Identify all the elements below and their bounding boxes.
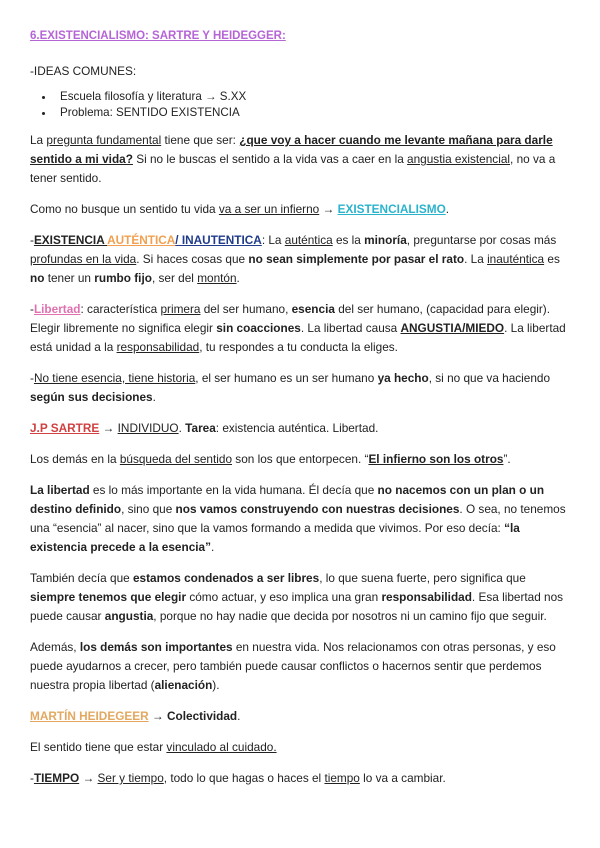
text-run: . Si haces cosas que <box>136 252 249 266</box>
ideas-list <box>30 89 570 121</box>
text-run: responsabilidad <box>381 590 472 604</box>
text-run: , ser del <box>151 271 198 285</box>
paragraph-pregunta <box>30 131 570 188</box>
text-run: . <box>237 709 241 723</box>
paragraph-tiempo <box>30 769 570 788</box>
list-item: • Problema: SENTIDO EXISTENCIA <box>54 105 570 121</box>
text-run: . La <box>464 252 488 266</box>
paragraph-condenados <box>30 569 570 626</box>
text-run: sin coacciones <box>216 321 301 335</box>
text-run: , no va a tener sentido. <box>30 152 556 185</box>
text-run: : La <box>261 233 285 247</box>
text-run: auténtica <box>284 233 333 247</box>
text-run: - <box>30 371 34 385</box>
text-run: del ser humano, (capacidad para elegir). Elegir libremente no significa elegir <box>30 302 551 335</box>
text-run: no sean simplemente por pasar el rato <box>248 252 465 266</box>
text-run: siempre tenemos que elegir <box>30 590 187 604</box>
text-run: Además, <box>30 640 80 654</box>
text-run: pregunta fundamental <box>46 133 162 147</box>
text-run: . <box>178 421 186 435</box>
text-run: → <box>319 202 338 216</box>
text-run: - <box>30 233 34 247</box>
text-run: es la <box>332 233 365 247</box>
text-run: ¿que voy a hacer cuando me levante mañana para darle sentido a mi vida? <box>30 133 553 166</box>
text-run: Si no le buscas el sentido a la vida vas a caer en la <box>132 152 408 166</box>
text-run: en nuestra vida. Nos relacionamos con otras personas, y eso puede ayudarnos a crecer, pero también puede causar conflictos o hacernos sentir que perdemos nuestra propia libertad ( <box>30 640 556 692</box>
text-run: los demás son importantes <box>79 640 233 654</box>
text-run: nos vamos construyendo con nuestras decisiones <box>175 502 460 516</box>
text-run: → <box>148 709 167 723</box>
text-run: . <box>236 271 240 285</box>
text-run: Libertad <box>33 302 81 316</box>
text-run: , todo lo que hagas o haces el <box>163 771 325 785</box>
text-run: Ser y tiempo <box>97 771 164 785</box>
text-run: : característica <box>80 302 161 316</box>
text-run: minoría <box>364 233 407 247</box>
text-run: MARTÍN HEIDEGEER <box>30 709 149 723</box>
text-run: . Esa libertad nos puede causar <box>30 590 564 623</box>
text-run: . <box>445 202 450 216</box>
text-run: cómo actuar, y eso implica una gran <box>186 590 382 604</box>
text-run: es lo más importante en la vida humana. Él decía que <box>89 483 378 497</box>
text-run: Tarea <box>185 421 216 435</box>
text-run: INDIVIDUO <box>117 421 179 435</box>
text-run: → <box>99 421 118 435</box>
text-run: son los que entorpecen. “ <box>232 452 369 466</box>
text-run: El sentido tiene que estar <box>30 740 167 754</box>
paragraph-demas <box>30 638 570 695</box>
text-run: angustia <box>104 609 154 623</box>
text-run: : existencia auténtica. Libertad. <box>215 421 379 435</box>
text-run: según sus decisiones <box>30 390 153 404</box>
text-run: No tiene esencia, tiene historia <box>33 371 196 385</box>
text-run: / INAUTENTICA <box>175 233 262 247</box>
paragraph-sartre <box>30 419 570 438</box>
text-run: “la existencia precede a la esencia” <box>30 521 520 554</box>
text-run: El infierno son los otros <box>368 452 504 466</box>
text-run: , tu respondes a tu conducta la eliges. <box>199 340 398 354</box>
text-run: La <box>30 133 47 147</box>
text-run: responsabilidad <box>116 340 200 354</box>
text-run: lo va a cambiar. <box>359 771 446 785</box>
paragraph-otros <box>30 450 570 469</box>
text-run: , porque no hay nadie que decida por nosotros ni un camino fijo que seguir. <box>153 609 547 623</box>
text-run: estamos condenados a ser libres <box>132 571 320 585</box>
text-run: , lo que suena fuerte, pero significa que <box>319 571 526 585</box>
text-run: no nacemos con un plan o un destino definido <box>30 483 545 516</box>
text-run: primera <box>160 302 201 316</box>
text-run: montón <box>197 271 237 285</box>
paragraph-esencia <box>30 369 570 407</box>
text-run: EXISTENCIA <box>33 233 108 247</box>
text-run: no <box>30 271 45 285</box>
text-run: , sino que <box>121 502 176 516</box>
text-run: tener un <box>44 271 95 285</box>
text-run: ”. <box>503 452 511 466</box>
text-run: búsqueda del sentido <box>119 452 233 466</box>
text-run: esencia <box>291 302 335 316</box>
text-run: vinculado al cuidado. <box>166 740 277 754</box>
text-run: ya hecho <box>377 371 429 385</box>
text-run: . <box>152 390 156 404</box>
text-run: del ser humano, <box>200 302 292 316</box>
text-run: alienación <box>154 678 213 692</box>
text-run: angustia existencial <box>407 152 511 166</box>
text-run: Los demás en la <box>30 452 120 466</box>
text-run: , si no que va haciendo <box>428 371 551 385</box>
text-run: , el ser humano es un ser humano <box>195 371 378 385</box>
text-run: rumbo fijo <box>94 271 152 285</box>
text-run: . <box>211 540 215 554</box>
text-run: - <box>30 771 34 785</box>
text-run: Colectividad <box>167 709 238 723</box>
text-run: . La libertad está unidad a la <box>30 321 566 354</box>
text-run: va a ser un infierno <box>218 202 320 216</box>
text-run: . La libertad causa <box>300 321 401 335</box>
text-run: profundas en la vida <box>30 252 137 266</box>
text-run: tiene que ser: <box>161 133 240 147</box>
page-title: 6.EXISTENCIALISMO: SARTRE Y HEIDEGGER: <box>30 30 286 42</box>
paragraph-libertad <box>30 300 570 357</box>
text-run: es <box>544 252 560 266</box>
list-item: • Escuela filosofía y literatura → S.XX <box>54 89 570 105</box>
text-run: La libertad <box>30 483 90 497</box>
paragraph-la-libertad <box>30 481 570 557</box>
text-run: También decía que <box>30 571 133 585</box>
text-run: J.P SARTRE <box>30 421 100 435</box>
text-run: inauténtica <box>487 252 545 266</box>
paragraph-cuidado <box>30 738 570 757</box>
text-run: ). <box>212 678 220 692</box>
text-run: , preguntarse por cosas más <box>406 233 557 247</box>
text-run: AUTÉNTICA <box>107 233 176 247</box>
text-run: Como no busque un sentido tu vida <box>30 202 219 216</box>
text-run: EXISTENCIALISMO <box>337 202 446 216</box>
paragraph-existencia <box>30 231 570 288</box>
text-run: tiempo <box>324 771 360 785</box>
text-run: → <box>79 771 98 785</box>
paragraph-infierno <box>30 200 570 219</box>
text-run: ANGUSTIA/MIEDO <box>400 321 505 335</box>
paragraph-heidegger <box>30 707 570 726</box>
ideas-heading: -IDEAS COMUNES: <box>30 64 137 78</box>
text-run: . O sea, no tenemos una “esencia” al nacer, sino que la vamos formando a medida que vivimos. Por eso decía: <box>30 502 566 535</box>
text-run: TIEMPO <box>33 771 80 785</box>
text-run: - <box>30 302 34 316</box>
